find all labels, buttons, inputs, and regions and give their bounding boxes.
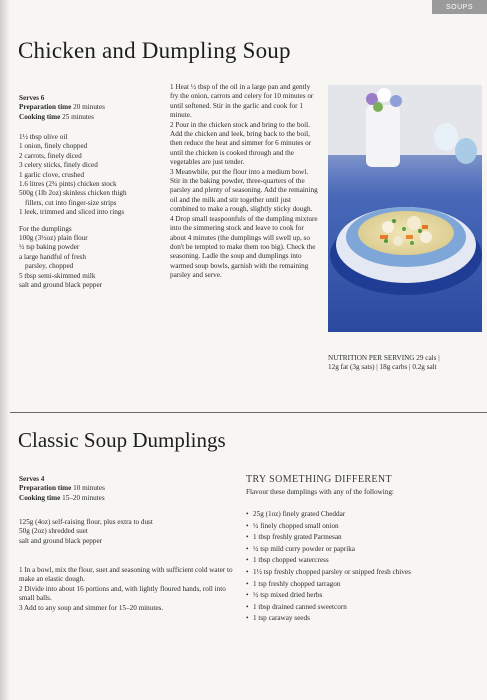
method-step: 2 Divide into about 16 portions and, with lightly floured hands, roll into small balls. bbox=[19, 584, 226, 603]
method-step: 1 Heat ½ tbsp of the oil in a large pan and gently fry the onion, carrots and celery for 10 minutes or until softened. Stir in the garlic and cook for 1 minute. bbox=[170, 83, 314, 120]
ingredient: 1 leek, trimmed and sliced into rings bbox=[19, 208, 125, 217]
bullet-icon: • bbox=[246, 510, 249, 518]
recipe-title: Chicken and Dumpling Soup bbox=[18, 38, 291, 63]
soup-photo bbox=[328, 85, 482, 332]
ingredients-list bbox=[19, 518, 229, 546]
ingredient: 50g (2oz) shredded suet bbox=[19, 527, 88, 536]
method-step: 4 Drop small teaspoonfuls of the dumpling mixture into the simmering stock and leave to cook for about 4 minutes (the dumplings will swell up, so don't be tempted to make them too big). Check the seasoning. Ladle the soup and dumplings into warmed soup bowls, garnish with the remaining parsley and serve. bbox=[170, 214, 318, 280]
cook-time: Cooking time 15–20 minutes bbox=[19, 493, 105, 502]
nutrition-line: NUTRITION PER SERVING 29 cals | bbox=[328, 354, 440, 362]
ingredients-list bbox=[19, 133, 164, 291]
list-item: • 1 tbsp freshly grated Parmesan bbox=[246, 532, 481, 544]
method-steps bbox=[19, 566, 239, 613]
ingredient: ½ tsp baking powder bbox=[19, 243, 80, 252]
ingredient: 100g (3½oz) plain flour bbox=[19, 234, 88, 243]
list-item: • ½ finely chopped small onion bbox=[246, 521, 481, 533]
ingredient: 500g (1lb 2oz) skinless chicken thigh bbox=[19, 189, 127, 198]
ingredient: 125g (4oz) self-raising flour, plus extra to dust bbox=[19, 518, 153, 526]
variations-intro: Flavour these dumplings with any of the following: bbox=[246, 488, 394, 496]
bullet-icon: • bbox=[246, 602, 249, 611]
ingredient: salt and ground black pepper bbox=[19, 281, 103, 290]
method-step: 2 Pour in the chicken stock and bring to the boil. Add the chicken and leek, bring back to the boil, then reduce the heat and simmer for 6 minutes or until the chicken is cooked through and the vegetables are just tender. bbox=[170, 120, 312, 167]
variations-title: TRY SOMETHING DIFFERENT bbox=[246, 474, 393, 485]
list-item: • ½ tsp mild curry powder or paprika bbox=[246, 544, 481, 556]
list-item: • 1 tbsp chopped watercress bbox=[246, 555, 481, 567]
ingredient: 1½ tbsp olive oil bbox=[19, 133, 68, 141]
bullet-icon: • bbox=[246, 567, 249, 576]
recipe-title: Classic Soup Dumplings bbox=[18, 428, 226, 452]
list-item: • 1½ tsp freshly chopped parsley or snipped fresh chives bbox=[246, 567, 481, 579]
page-edge-shadow bbox=[0, 0, 10, 700]
prep-time: Preparation time 10 minutes bbox=[19, 484, 105, 493]
bullet-icon: • bbox=[246, 521, 249, 530]
recipe-meta bbox=[19, 475, 179, 503]
method-step: 1 In a bowl, mix the flour, suet and seasoning with sufficient cold water to make an elastic dough. bbox=[19, 566, 233, 584]
section-divider bbox=[10, 412, 487, 413]
method-step: 3 Add to any soup and simmer for 15–20 minutes. bbox=[19, 603, 164, 612]
list-item: • 1 tsp freshly chopped tarragon bbox=[246, 579, 481, 591]
list-item: • 1 tbsp drained canned sweetcorn bbox=[246, 602, 481, 614]
ingredient: 2 carrots, finely diced bbox=[19, 151, 82, 160]
method-steps bbox=[170, 83, 320, 281]
serves: Serves 6 bbox=[19, 94, 45, 102]
bullet-icon: • bbox=[246, 533, 249, 542]
prep-time: Preparation time 20 minutes bbox=[19, 103, 105, 112]
bullet-icon: • bbox=[246, 614, 249, 623]
ingredient: 1 garlic clove, crushed bbox=[19, 170, 85, 179]
serves: Serves 4 bbox=[19, 475, 45, 483]
nutrition-line: 12g fat (3g sats) | 18g carbs | 0.2g salt bbox=[328, 363, 437, 372]
ingredient: 1.6 litres (2¾ pints) chicken stock bbox=[19, 180, 117, 189]
nutrition-info bbox=[328, 354, 484, 373]
section-tag: SOUPS bbox=[432, 0, 487, 14]
recipe-meta bbox=[19, 94, 159, 122]
list-item: • ½ tsp mixed dried herbs bbox=[246, 590, 481, 602]
ingredient: 1 onion, finely chopped bbox=[19, 142, 88, 151]
ingredient: salt and ground black pepper bbox=[19, 536, 103, 545]
variations-list bbox=[246, 509, 481, 625]
cook-time: Cooking time 25 minutes bbox=[19, 112, 94, 121]
bullet-icon: • bbox=[246, 591, 249, 600]
method-step: 3 Meanwhile, put the flour into a medium bowl. Stir in the baking powder, three-quarters of the parsley and plenty of seasoning. Add the remaining oil and the milk and stir together until just combined to make a rough, slightly sticky dough. bbox=[170, 167, 318, 214]
ingredient: fillets, cut into finger-size strips bbox=[25, 198, 117, 207]
soup-bowl-illustration bbox=[328, 85, 482, 332]
bullet-icon: • bbox=[246, 544, 249, 553]
bullet-icon: • bbox=[246, 556, 249, 565]
ingredient: parsley, chopped bbox=[25, 262, 74, 271]
list-item: • 25g (1oz) finely grated Cheddar bbox=[246, 509, 481, 521]
ingredient: a large handful of fresh bbox=[19, 252, 86, 261]
ingredient: 5 tbsp semi-skimmed milk bbox=[19, 271, 96, 280]
ingredient: 3 celery sticks, finely diced bbox=[19, 161, 98, 170]
bullet-icon: • bbox=[246, 579, 249, 588]
dumplings-heading: For the dumplings bbox=[19, 224, 72, 233]
list-item: • 1 tsp caraway seeds bbox=[246, 613, 481, 625]
